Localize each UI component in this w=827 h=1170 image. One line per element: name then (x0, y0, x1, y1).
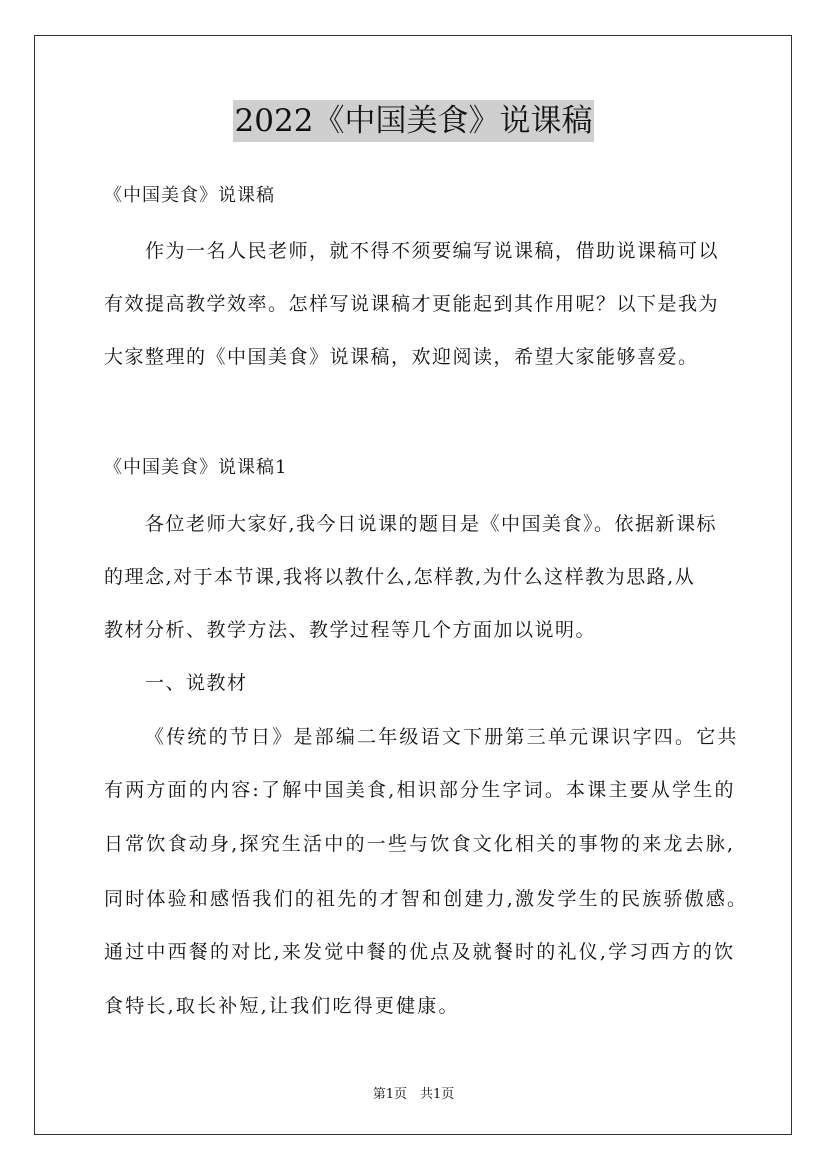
para2-line-1: 《传统的节日》是部编二年级语文下册第三单元课识字四。它共 (145, 726, 739, 748)
document-title: 2022《中国美食》说课稿 (233, 100, 595, 142)
title-container (0, 100, 827, 142)
para1-line-3: 教材分析、教学方法、教学过程等几个方面加以说明。 (104, 619, 597, 641)
heading-1: 《中国美食》说课稿 (104, 185, 275, 206)
page-footer: 第1页 共1页 (372, 1087, 455, 1102)
heading-2: 《中国美食》说课稿1 (104, 457, 288, 478)
intro-line-3: 大家整理的《中国美食》说课稿，欢迎阅读，希望大家能够喜爱。 (104, 346, 699, 368)
para2-line-6: 食特长,取长补短,让我们吃得更健康。 (104, 995, 460, 1017)
para2-line-4: 同时体验和感悟我们的祖先的才智和创建力,激发学生的民族骄傲感。 (104, 888, 749, 910)
para2-line-3: 日常饮食动身,探究生活中的一些与饮食文化相关的事物的来龙去脉, (104, 833, 736, 855)
intro-line-2: 有效提高教学效率。怎样写说课稿才更能起到其作用呢？以下是我为 (104, 293, 720, 315)
section-heading-1: 一、说教材 (145, 672, 248, 694)
para2-line-2: 有两方面的内容:了解中国美食,相识部分生字词。本课主要从学生的 (104, 779, 736, 801)
para1-line-2: 的理念,对于本节课,我将以教什么,怎样教,为什么这样教为思路,从 (104, 566, 696, 588)
intro-line-1: 作为一名人民老师，就不得不须要编写说课稿，借助说课稿可以 (145, 240, 720, 262)
para2-line-5: 通过中西餐的对比,来发觉中餐的优点及就餐时的礼仪,学习西方的饮 (104, 941, 736, 963)
para1-line-1: 各位老师大家好,我今日说课的题目是《中国美食》。依据新课标 (145, 513, 718, 535)
